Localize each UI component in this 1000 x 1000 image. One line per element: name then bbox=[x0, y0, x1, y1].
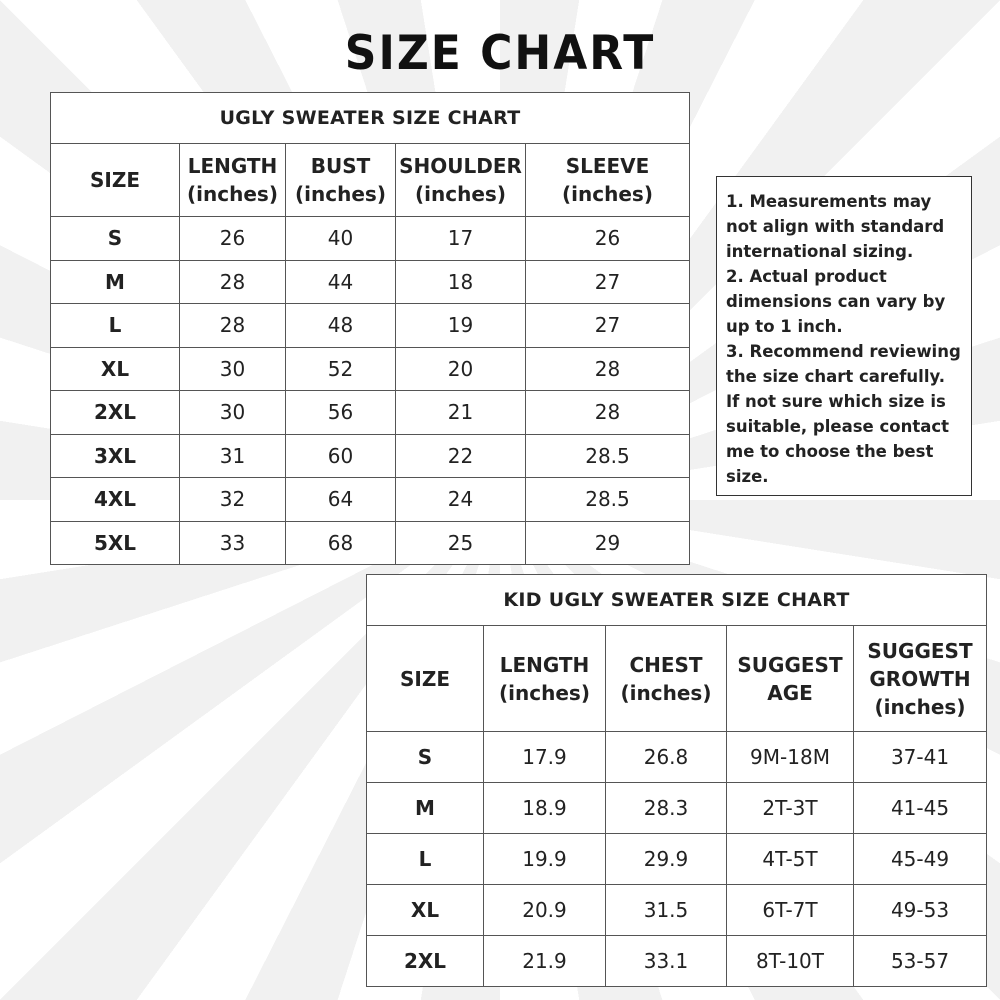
adult-value-cell: 30 bbox=[180, 347, 286, 391]
kid-value-cell: 20.9 bbox=[484, 885, 606, 936]
kid-col-header-line: SIZE bbox=[399, 666, 450, 691]
adult-value-cell: 26 bbox=[180, 217, 286, 261]
kid-col-header-line: LENGTH bbox=[499, 652, 590, 677]
kid-value-cell: 37-41 bbox=[854, 732, 987, 783]
kid-value-cell: 53-57 bbox=[854, 936, 987, 987]
table-row bbox=[51, 391, 690, 435]
kid-value-cell: 33.1 bbox=[606, 936, 727, 987]
kid-size-cell: S bbox=[367, 732, 484, 783]
adult-value-cell: 27 bbox=[526, 304, 690, 348]
adult-value-cell: 26 bbox=[526, 217, 690, 261]
adult-size-cell: L bbox=[51, 304, 180, 348]
kid-value-cell: 49-53 bbox=[854, 885, 987, 936]
adult-size-cell: S bbox=[51, 217, 180, 261]
table-row bbox=[367, 936, 987, 987]
adult-size-cell: M bbox=[51, 260, 180, 304]
adult-col-header bbox=[286, 144, 396, 217]
kid-value-cell: 45-49 bbox=[854, 834, 987, 885]
adult-col-header bbox=[51, 144, 180, 217]
adult-value-cell: 31 bbox=[180, 434, 286, 478]
kid-col-header-line: SUGGEST bbox=[737, 652, 843, 677]
kid-value-cell: 31.5 bbox=[606, 885, 727, 936]
kid-col-header bbox=[854, 626, 987, 732]
adult-header-row bbox=[51, 144, 690, 217]
adult-value-cell: 40 bbox=[286, 217, 396, 261]
adult-value-cell: 33 bbox=[180, 521, 286, 565]
kid-value-cell: 17.9 bbox=[484, 732, 606, 783]
adult-value-cell: 19 bbox=[396, 304, 526, 348]
kid-size-cell: L bbox=[367, 834, 484, 885]
kid-value-cell: 18.9 bbox=[484, 783, 606, 834]
adult-value-cell: 25 bbox=[396, 521, 526, 565]
kid-col-header-line: AGE bbox=[767, 680, 813, 705]
kid-size-cell: M bbox=[367, 783, 484, 834]
kid-col-header-line: GROWTH bbox=[869, 666, 971, 691]
adult-value-cell: 28.5 bbox=[526, 434, 690, 478]
table-row bbox=[367, 732, 987, 783]
adult-value-cell: 48 bbox=[286, 304, 396, 348]
kid-col-header-line: (inches) bbox=[620, 680, 712, 705]
adult-value-cell: 52 bbox=[286, 347, 396, 391]
adult-col-header-line: BUST bbox=[310, 154, 371, 178]
kid-col-header-line: CHEST bbox=[629, 652, 703, 677]
kid-col-header bbox=[606, 626, 727, 732]
adult-value-cell: 44 bbox=[286, 260, 396, 304]
kid-size-cell: 2XL bbox=[367, 936, 484, 987]
kid-size-table bbox=[366, 574, 987, 987]
kid-table-caption: KID UGLY SWEATER SIZE CHART bbox=[367, 575, 987, 626]
notes-box bbox=[716, 176, 972, 496]
adult-size-cell: 5XL bbox=[51, 521, 180, 565]
adult-col-header bbox=[396, 144, 526, 217]
kid-value-cell: 21.9 bbox=[484, 936, 606, 987]
adult-size-cell: 4XL bbox=[51, 478, 180, 522]
adult-value-cell: 22 bbox=[396, 434, 526, 478]
kid-col-header-line: (inches) bbox=[874, 694, 966, 719]
table-row bbox=[367, 885, 987, 936]
table-row bbox=[51, 347, 690, 391]
kid-col-header bbox=[727, 626, 854, 732]
kid-header-row bbox=[367, 626, 987, 732]
adult-col-header bbox=[180, 144, 286, 217]
kid-value-cell: 26.8 bbox=[606, 732, 727, 783]
adult-value-cell: 21 bbox=[396, 391, 526, 435]
adult-value-cell: 28 bbox=[526, 347, 690, 391]
adult-value-cell: 28 bbox=[526, 391, 690, 435]
kid-size-cell: XL bbox=[367, 885, 484, 936]
adult-value-cell: 60 bbox=[286, 434, 396, 478]
adult-value-cell: 20 bbox=[396, 347, 526, 391]
adult-col-header-line: (inches) bbox=[415, 182, 506, 206]
kid-col-header bbox=[367, 626, 484, 732]
adult-size-cell: 3XL bbox=[51, 434, 180, 478]
table-row bbox=[51, 434, 690, 478]
note-2: 2. Actual product dimensions can vary by up to 1 inch. bbox=[726, 267, 946, 336]
adult-value-cell: 32 bbox=[180, 478, 286, 522]
adult-value-cell: 28 bbox=[180, 260, 286, 304]
adult-value-cell: 27 bbox=[526, 260, 690, 304]
page-title: SIZE CHART bbox=[344, 25, 656, 82]
kid-value-cell: 6T-7T bbox=[727, 885, 854, 936]
adult-col-header-line: SHOULDER bbox=[399, 154, 522, 178]
adult-col-header-line: (inches) bbox=[187, 182, 278, 206]
adult-size-cell: 2XL bbox=[51, 391, 180, 435]
adult-size-cell: XL bbox=[51, 347, 180, 391]
kid-value-cell: 2T-3T bbox=[727, 783, 854, 834]
kid-value-cell: 41-45 bbox=[854, 783, 987, 834]
adult-value-cell: 28.5 bbox=[526, 478, 690, 522]
table-row bbox=[51, 304, 690, 348]
kid-col-header bbox=[484, 626, 606, 732]
table-row bbox=[51, 217, 690, 261]
adult-col-header-line: LENGTH bbox=[187, 154, 278, 178]
kid-col-header-line: (inches) bbox=[499, 680, 590, 705]
adult-col-header-line: SIZE bbox=[89, 168, 140, 192]
kid-value-cell: 9M-18M bbox=[727, 732, 854, 783]
kid-value-cell: 28.3 bbox=[606, 783, 727, 834]
adult-col-header-line: SLEEVE bbox=[565, 154, 650, 178]
adult-value-cell: 68 bbox=[286, 521, 396, 565]
adult-value-cell: 17 bbox=[396, 217, 526, 261]
adult-value-cell: 64 bbox=[286, 478, 396, 522]
adult-table-caption: UGLY SWEATER SIZE CHART bbox=[51, 93, 690, 144]
adult-value-cell: 28 bbox=[180, 304, 286, 348]
table-row bbox=[51, 478, 690, 522]
table-row bbox=[367, 783, 987, 834]
adult-value-cell: 30 bbox=[180, 391, 286, 435]
kid-value-cell: 8T-10T bbox=[727, 936, 854, 987]
adult-col-header-line: (inches) bbox=[295, 182, 386, 206]
kid-value-cell: 4T-5T bbox=[727, 834, 854, 885]
adult-value-cell: 18 bbox=[396, 260, 526, 304]
kid-value-cell: 29.9 bbox=[606, 834, 727, 885]
adult-value-cell: 29 bbox=[526, 521, 690, 565]
adult-value-cell: 56 bbox=[286, 391, 396, 435]
table-row bbox=[51, 521, 690, 565]
note-3: 3. Recommend reviewing the size chart carefully. If not sure which size is suitable, please contact me to choose the best size. bbox=[726, 342, 961, 486]
table-row bbox=[367, 834, 987, 885]
kid-value-cell: 19.9 bbox=[484, 834, 606, 885]
kid-col-header-line: SUGGEST bbox=[867, 638, 973, 663]
note-1: 1. Measurements may not align with standard international sizing. bbox=[726, 192, 945, 261]
table-row bbox=[51, 260, 690, 304]
adult-value-cell: 24 bbox=[396, 478, 526, 522]
adult-col-header bbox=[526, 144, 690, 217]
adult-col-header-line: (inches) bbox=[562, 182, 653, 206]
adult-size-table bbox=[50, 92, 690, 565]
